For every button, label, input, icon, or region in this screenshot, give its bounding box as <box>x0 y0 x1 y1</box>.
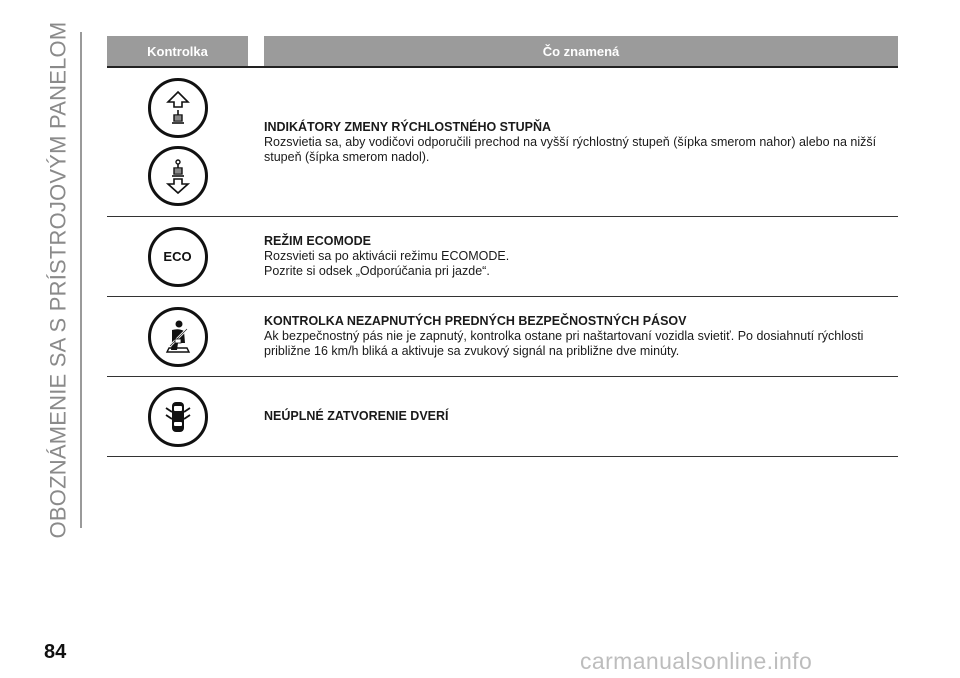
table-row <box>107 377 898 457</box>
row-title: INDIKÁTORY ZMENY RÝCHLOSTNÉHO STUPŇA <box>264 119 552 134</box>
eco-mode-icon <box>148 227 208 287</box>
warning-lights-table <box>107 36 898 457</box>
meaning-cell <box>264 217 898 296</box>
meaning-cell <box>264 377 898 456</box>
header-kontrolka: Kontrolka <box>107 36 248 66</box>
icon-cell <box>107 68 248 216</box>
table-row <box>107 297 898 377</box>
table-header <box>107 36 898 68</box>
gear-shift-up-icon <box>148 78 208 138</box>
icon-cell <box>107 297 248 376</box>
eco-icon-label: ECO <box>163 249 192 264</box>
table-row <box>107 217 898 297</box>
row-title: NEÚPLNÉ ZATVORENIE DVERÍ <box>264 409 449 423</box>
table-row <box>107 68 898 217</box>
row-title: REŽIM ECOMODE <box>264 234 371 248</box>
side-section-title: OBOZNÁMENIE SA S PRÍSTROJOVÝM PANELOM <box>45 21 71 539</box>
page-number: 84 <box>44 641 67 663</box>
row-description: Pozrite si odsek „Odporúčania pri jazde“. <box>264 264 490 278</box>
seatbelt-icon <box>148 307 208 367</box>
header-meaning: Čo znamená <box>264 36 898 66</box>
door-open-icon <box>148 387 208 447</box>
row-description: Rozsvieti sa po aktivácii režimu ECOMODE. <box>264 249 510 263</box>
row-description: Ak bezpečnostný pás nie je zapnutý, kontrolka ostane pri naštartovaní vozidla svietiť. Po dosiahnutí rýchlosti približne 16 km/h bliká a aktivuje sa zvukový signál na približne dve minúty. <box>264 329 864 358</box>
row-description: Rozsvietia sa, aby vodičovi odporučili prechod na vyšší rýchlostný stupeň (šípka smerom nahor) alebo na nižší stupeň (šípka smerom nadol). <box>264 134 877 164</box>
row-title: KONTROLKA NEZAPNUTÝCH PREDNÝCH BEZPEČNOSTNÝCH PÁSOV <box>264 314 687 328</box>
meaning-cell <box>264 297 898 376</box>
watermark: carmanualsonline.info <box>580 648 813 674</box>
icon-cell <box>107 217 248 296</box>
side-divider <box>80 32 82 528</box>
meaning-cell <box>264 68 898 216</box>
icon-cell <box>107 377 248 456</box>
gear-shift-down-icon <box>148 146 208 206</box>
